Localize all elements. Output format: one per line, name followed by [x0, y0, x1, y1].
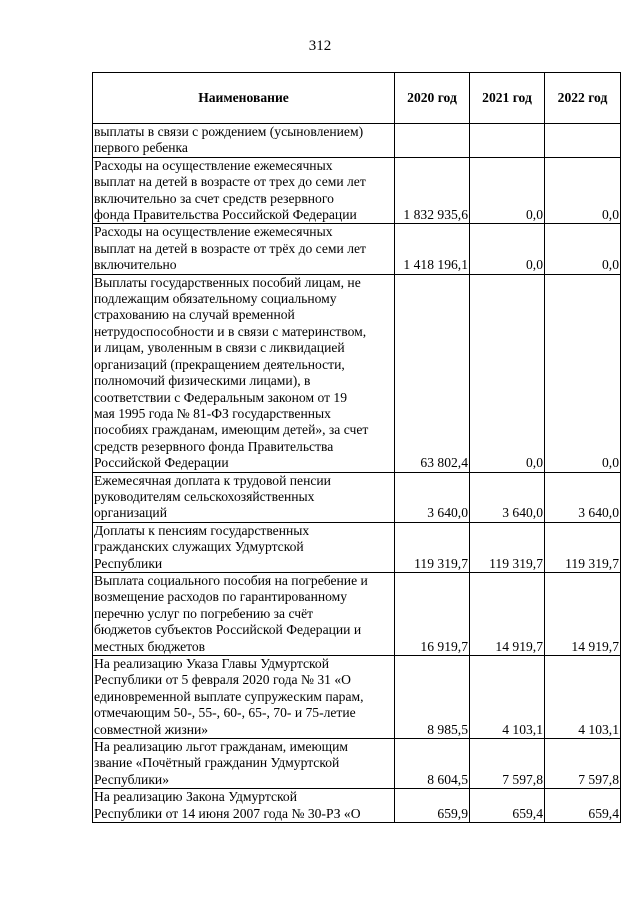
row-name-cell [93, 274, 395, 472]
row-name-line: руководителям сельскохозяйственных [94, 488, 315, 504]
row-name-line: мая 1995 года № 81-ФЗ государственных [94, 405, 331, 421]
row-value-2021: 14 919,7 [470, 572, 545, 655]
table-row [93, 224, 621, 274]
row-value-2021: 119 319,7 [470, 522, 545, 572]
row-name-line: выплат на детей в возрасте от трёх до семи лет [94, 240, 366, 256]
row-name-line: Расходы на осуществление ежемесячных [94, 157, 333, 173]
row-name-line: единовременной выплате супружеским парам, [94, 688, 364, 704]
row-value-2022: 0,0 [545, 157, 621, 224]
row-value-2022 [545, 124, 621, 158]
row-name-line: подлежащим обязательному социальному [94, 291, 337, 307]
row-value-2020: 8 604,5 [395, 739, 470, 789]
row-name-line: включительно за счет средств резервного [94, 190, 334, 206]
row-value-2020: 63 802,4 [395, 274, 470, 472]
header-2020: 2020 год [395, 73, 470, 124]
row-name-line: возмещение расходов по гарантированному [94, 589, 348, 605]
row-name-line: звание «Почётный гражданин Удмуртской [94, 755, 340, 771]
row-name-cell [93, 656, 395, 739]
row-name-line: перечню услуг по погребению за счёт [94, 605, 314, 621]
row-name-line: Республики» [94, 771, 169, 787]
row-name-line: На реализацию Закона Удмуртской [94, 789, 298, 805]
row-value-2021: 0,0 [470, 224, 545, 274]
row-name-line: Республики [94, 555, 163, 571]
table-row [93, 739, 621, 789]
row-name-cell [93, 572, 395, 655]
table-row [93, 572, 621, 655]
table-row [93, 124, 621, 158]
row-name-line: включительно [94, 257, 177, 273]
row-value-2020: 16 919,7 [395, 572, 470, 655]
row-value-2022: 0,0 [545, 224, 621, 274]
table-row [93, 522, 621, 572]
row-name-line: Республики от 5 февраля 2020 года № 31 «О [94, 672, 351, 688]
row-name-line: страхованию на случай временной [94, 307, 295, 323]
budget-table [92, 72, 621, 823]
row-value-2021: 7 597,8 [470, 739, 545, 789]
table-row [93, 656, 621, 739]
row-name-line: совместной жизни» [94, 721, 209, 737]
row-value-2021: 3 640,0 [470, 472, 545, 522]
row-name-line: соответствии с Федеральным законом от 19 [94, 389, 348, 405]
header-2022: 2022 год [545, 73, 621, 124]
row-value-2022: 7 597,8 [545, 739, 621, 789]
header-name: Наименование [93, 73, 395, 124]
row-name-line: Доплаты к пенсиям государственных [94, 522, 310, 538]
row-value-2022: 3 640,0 [545, 472, 621, 522]
table-row [93, 157, 621, 224]
row-name-cell [93, 739, 395, 789]
row-name-cell [93, 472, 395, 522]
row-name-line: Выплата социального пособия на погребение и [94, 572, 368, 588]
row-name-cell [93, 224, 395, 274]
row-name-line: и лицам, уволенным в связи с ликвидацией [94, 340, 345, 356]
row-value-2020: 119 319,7 [395, 522, 470, 572]
row-name-cell [93, 789, 395, 823]
table-row [93, 274, 621, 472]
row-value-2022: 0,0 [545, 274, 621, 472]
row-value-2020 [395, 124, 470, 158]
row-value-2020: 3 640,0 [395, 472, 470, 522]
row-name-line: выплаты в связи с рождением (усыновлением) [94, 124, 364, 139]
row-value-2021: 0,0 [470, 157, 545, 224]
row-value-2022: 119 319,7 [545, 522, 621, 572]
row-name-line: На реализацию льгот гражданам, имеющим [94, 739, 349, 755]
row-name-line: организаций (прекращением деятельности, [94, 356, 345, 372]
row-name-line: средств резервного фонда Правительства [94, 438, 334, 454]
row-value-2021: 0,0 [470, 274, 545, 472]
row-name-line: гражданских служащих Удмуртской [94, 539, 304, 555]
table-row [93, 789, 621, 823]
row-name-line: бюджетов субъектов Российской Федерации и [94, 622, 362, 638]
row-name-line: фонда Правительства Российской Федерации [94, 207, 357, 223]
row-name-line: На реализацию Указа Главы Удмуртской [94, 656, 330, 671]
row-value-2020: 8 985,5 [395, 656, 470, 739]
row-name-line: местных бюджетов [94, 638, 206, 654]
row-name-line: Российской Федерации [94, 455, 229, 471]
row-value-2022: 659,4 [545, 789, 621, 823]
row-name-line: отмечающим 50-, 55-, 60-, 65-, 70- и 75-летие [94, 705, 356, 721]
row-name-cell [93, 157, 395, 224]
row-name-line: Ежемесячная доплата к трудовой пенсии [94, 472, 331, 488]
row-name-line: Республики от 14 июня 2007 года № 30-РЗ «О [94, 805, 361, 821]
row-name-line: полномочий физическими лицами), в [94, 373, 311, 389]
table-row [93, 472, 621, 522]
header-2021: 2021 год [470, 73, 545, 124]
row-value-2021: 4 103,1 [470, 656, 545, 739]
row-name-line: Выплаты государственных пособий лицам, не [94, 274, 361, 290]
table-body [93, 124, 621, 823]
row-value-2020: 659,9 [395, 789, 470, 823]
row-name-line: пособиях гражданам, имеющим детей», за счет [94, 422, 369, 438]
table-header-row [93, 73, 621, 124]
row-value-2020: 1 418 196,1 [395, 224, 470, 274]
row-value-2022: 4 103,1 [545, 656, 621, 739]
row-name-line: выплат на детей в возрасте от трех до семи лет [94, 174, 366, 190]
row-name-cell [93, 124, 395, 158]
row-value-2021 [470, 124, 545, 158]
row-name-line: первого ребенка [94, 140, 188, 156]
row-value-2020: 1 832 935,6 [395, 157, 470, 224]
row-name-line: нетрудоспособности и в связи с материнством, [94, 323, 367, 339]
row-name-line: Расходы на осуществление ежемесячных [94, 224, 333, 240]
row-name-cell [93, 522, 395, 572]
row-value-2022: 14 919,7 [545, 572, 621, 655]
page-number: 312 [308, 38, 332, 54]
row-name-line: организаций [94, 505, 167, 521]
row-value-2021: 659,4 [470, 789, 545, 823]
